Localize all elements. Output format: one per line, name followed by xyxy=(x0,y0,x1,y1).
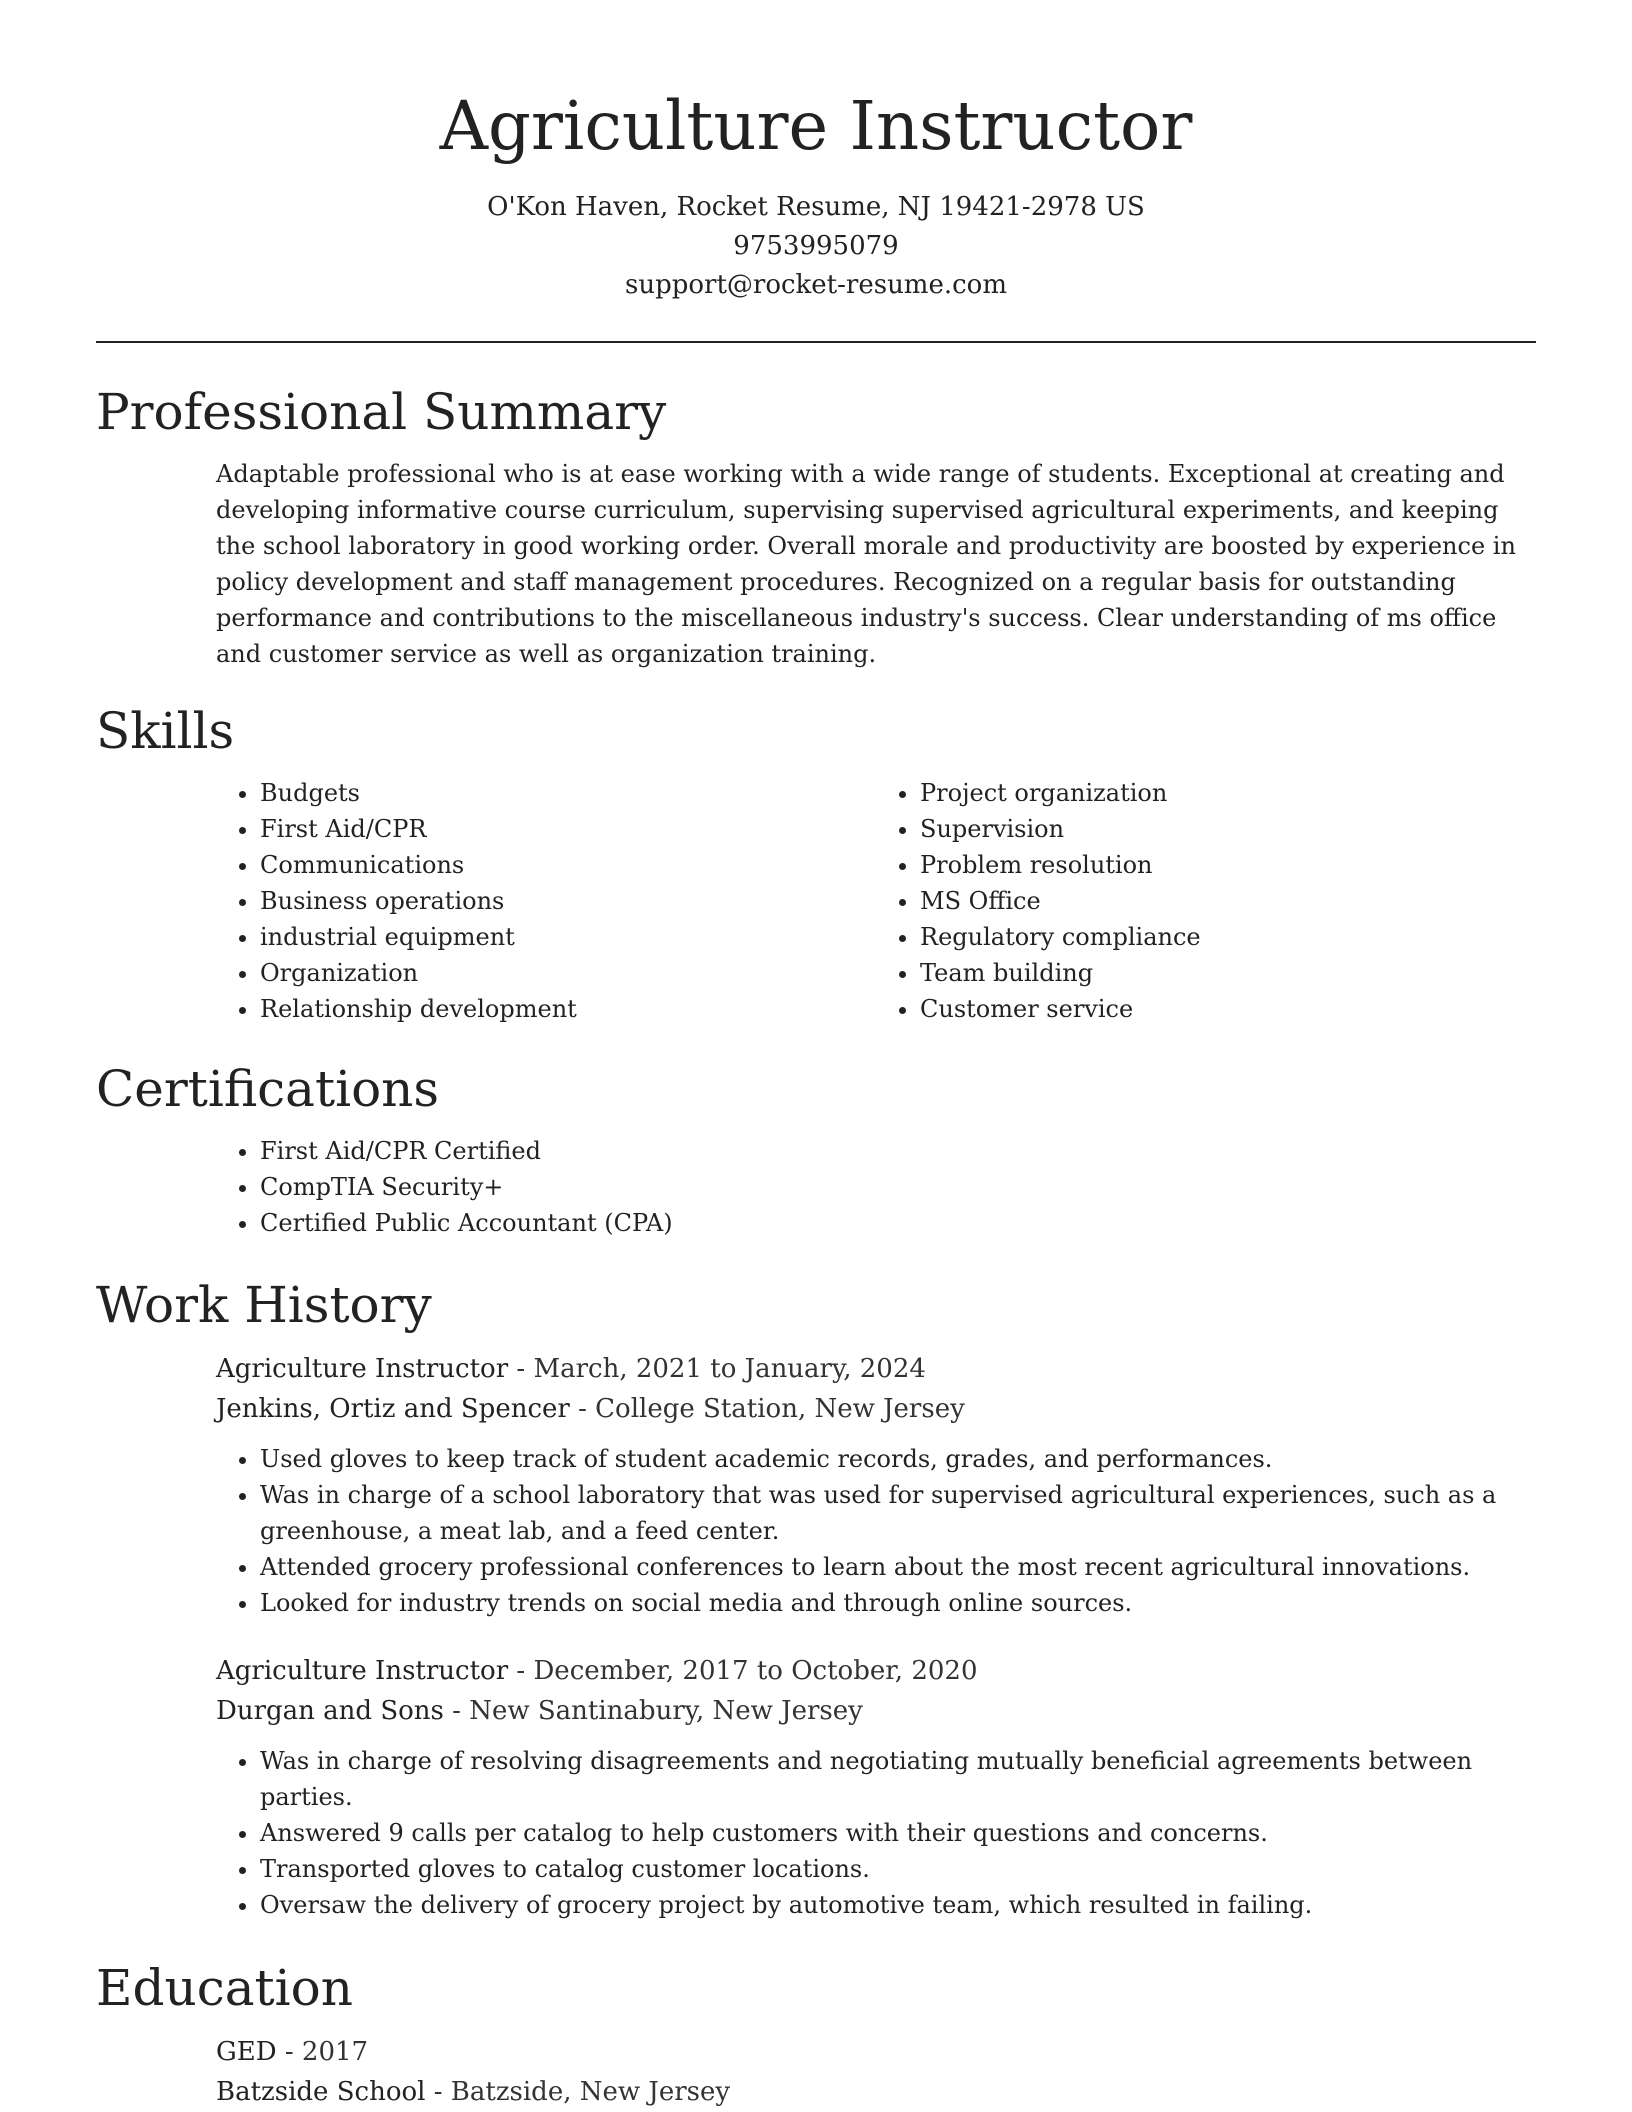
job-location: - College Station, New Jersey xyxy=(569,1394,965,1424)
job-role: Agriculture Instructor xyxy=(216,1656,509,1686)
job-bullets xyxy=(216,1743,1536,1923)
job-entry xyxy=(216,1349,1536,1621)
skill-item: • MS Office xyxy=(920,883,1536,919)
job-company-line xyxy=(216,1389,1536,1429)
job-bullet: • Attended grocery professional conferences to learn about the most recent agricultural innovations. xyxy=(260,1549,1536,1585)
job-entry xyxy=(216,1651,1536,1923)
header-divider xyxy=(96,341,1536,343)
summary-text: Adaptable professional who is at ease working with a wide range of students. Exceptional at creating and developing informative course curriculum, supervising supervised agricultural experiments, and keeping the school laboratory in good working order. Overall morale and productivity are boosted by experience in policy development and staff management procedures. Recognized on a regular basis for outstanding performance and contributions to the miscellaneous industry's success. Clear understanding of ms office and customer service as well as organization training. xyxy=(216,460,1516,668)
job-title-line xyxy=(216,1349,1536,1389)
job-bullet: • Oversaw the delivery of grocery project by automotive team, which resulted in failing. xyxy=(260,1887,1536,1923)
skill-item: • Project organization xyxy=(920,775,1536,811)
job-company-line xyxy=(216,1691,1536,1731)
address-text: O'Kon Haven, Rocket Resume, NJ 19421-2978 US xyxy=(487,192,1145,222)
skill-item: • Customer service xyxy=(920,991,1536,1027)
school-location: - Batzside, New Jersey xyxy=(425,2077,731,2107)
job-dates: - December, 2017 to October, 2020 xyxy=(508,1656,978,1686)
job-bullets xyxy=(216,1441,1536,1621)
skill-item: • Regulatory compliance xyxy=(920,919,1536,955)
certification-item: • Certified Public Accountant (CPA) xyxy=(260,1205,910,1241)
education-title: Education xyxy=(96,1959,353,2017)
skill-item: • Supervision xyxy=(920,811,1536,847)
skills-title: Skills xyxy=(96,702,235,760)
job-bullet: • Used gloves to keep track of student academic records, grades, and performances. xyxy=(260,1441,1536,1477)
degree-year: - 2017 xyxy=(276,2037,369,2067)
skill-item: • industrial equipment xyxy=(260,919,876,955)
candidate-name: Agriculture Instructor xyxy=(439,87,1193,165)
certification-item: • CompTIA Security+ xyxy=(260,1169,910,1205)
skills-columns xyxy=(216,775,1536,1027)
education-section xyxy=(96,1958,1536,2112)
skill-item: • Business operations xyxy=(260,883,876,919)
degree-name: GED xyxy=(216,2037,277,2067)
job-bullet: • Transported gloves to catalog customer locations. xyxy=(260,1851,1536,1887)
degree-line xyxy=(216,2032,1536,2072)
school-line xyxy=(216,2072,1536,2112)
skills-section xyxy=(96,701,1536,1027)
work-history-title: Work History xyxy=(96,1276,432,1334)
certifications-list xyxy=(216,1133,910,1241)
contact-info xyxy=(0,188,1632,305)
skill-item: • Budgets xyxy=(260,775,876,811)
skill-item: • Team building xyxy=(920,955,1536,991)
email-text: support@rocket-resume.com xyxy=(624,270,1007,300)
skill-item: • Organization xyxy=(260,955,876,991)
work-history-section xyxy=(96,1275,1536,1923)
job-location: - New Santinabury, New Jersey xyxy=(443,1696,863,1726)
summary-section xyxy=(96,382,1536,672)
job-company: Jenkins, Ortiz and Spencer xyxy=(216,1394,570,1424)
certifications-title: Certifications xyxy=(96,1060,440,1118)
school-name: Batzside School xyxy=(216,2077,426,2107)
job-bullet: • Was in charge of a school laboratory that was used for supervised agricultural experiences, such as a greenhouse, a meat lab, and a feed center. xyxy=(260,1477,1536,1549)
job-role: Agriculture Instructor xyxy=(216,1354,509,1384)
phone-text: 9753995079 xyxy=(733,231,899,261)
job-bullet: • Looked for industry trends on social media and through online sources. xyxy=(260,1585,1536,1621)
job-company: Durgan and Sons xyxy=(216,1696,444,1726)
job-bullet: • Answered 9 calls per catalog to help customers with their questions and concerns. xyxy=(260,1815,1536,1851)
skill-item: • First Aid/CPR xyxy=(260,811,876,847)
skills-list-right xyxy=(876,775,1536,1027)
resume-header xyxy=(0,0,1632,305)
job-dates: - March, 2021 to January, 2024 xyxy=(508,1354,926,1384)
skill-item: • Communications xyxy=(260,847,876,883)
summary-title: Professional Summary xyxy=(96,383,667,441)
skills-list-left xyxy=(216,775,876,1027)
skill-item: • Relationship development xyxy=(260,991,876,1027)
job-bullet: • Was in charge of resolving disagreements and negotiating mutually beneficial agreements between parties. xyxy=(260,1743,1536,1815)
certifications-section xyxy=(96,1059,1536,1241)
skill-item: • Problem resolution xyxy=(920,847,1536,883)
certification-item: • First Aid/CPR Certified xyxy=(260,1133,910,1169)
education-entry xyxy=(216,2032,1536,2112)
certifications-body xyxy=(216,1133,1536,1241)
job-title-line xyxy=(216,1651,1536,1691)
